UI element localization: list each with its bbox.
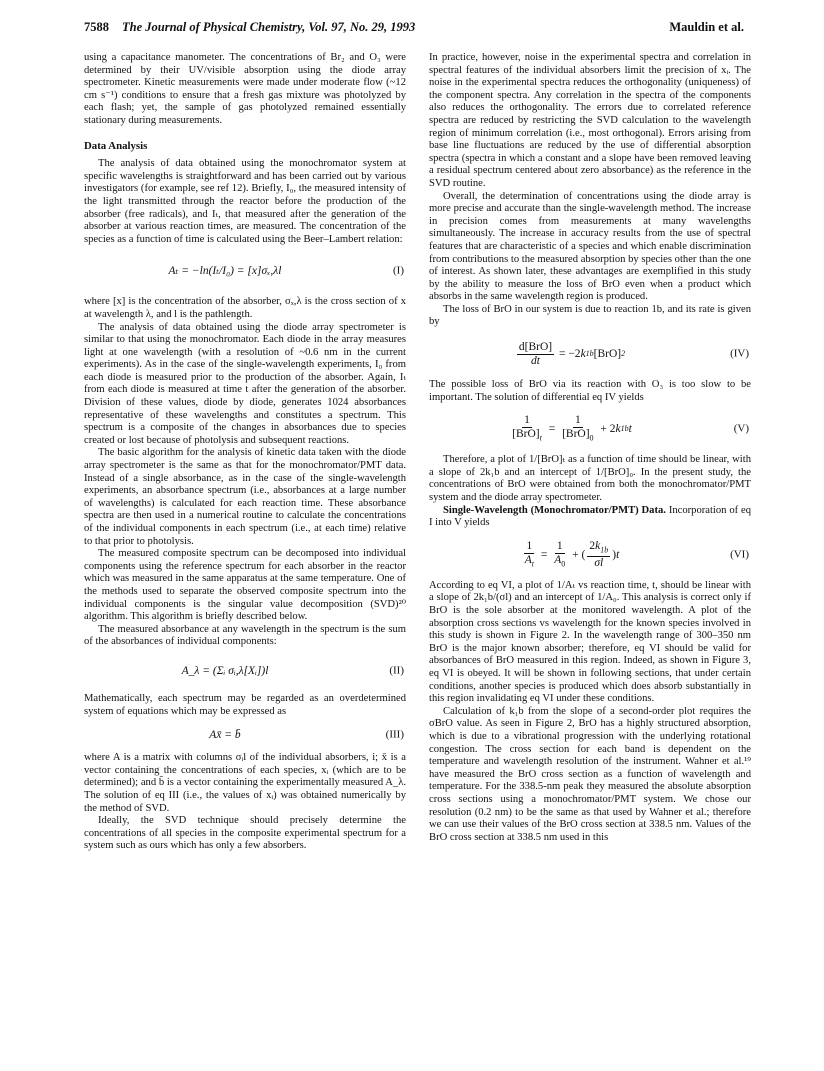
equation-1 xyxy=(84,251,406,291)
paragraph: Overall, the determination of concentrations using the diode array is more precise and accurate than the single-wavelength method. The increase in precision comes from measurements at many wavelengths simultaneously. The increase in accuracy results from the use of spectral features that are characteristic of a species and which enable discrimination from contributions to the measured absorption by species other than the one of interest. As shown later, these advantages are exemplified in this study by the ability to measure the loss of BrO even when a product which absorbs in the same wavelength region is produced. xyxy=(429,190,751,303)
page-header xyxy=(84,20,744,40)
equation-5 xyxy=(429,409,751,449)
journal-title: The Journal of Physical Chemistry, Vol. 97, No. 29, 1993 xyxy=(122,20,416,34)
paragraph: Mathematically, each spectrum may be regarded as an overdetermined system of equations which may be expressed as xyxy=(84,692,406,717)
paragraph: The basic algorithm for the analysis of kinetic data taken with the diode array spectrometer is the same as that for the monochromator/PMT data. Instead of a single absorbance, as in the case of the single-wavelength experiments, an absorbance spectrum (i.e., absorbances at a large number of wavelengths) is calculated for each reaction time. These absorbance spectra are then used in a numerical routine to calculate the concentrations of the individual components in each spectrum (i.e., at each time) relative to that prior to photolysis. xyxy=(84,447,406,547)
fraction: $\frac{1}{A_t}$ xyxy=(524,539,534,568)
equation-body: Aₜ = −ln(Iₜ/I₀) = [x]σₓ,λl xyxy=(168,265,282,278)
fraction: $\frac{1}{[BrO]_0}$ xyxy=(562,414,594,443)
equation-6 xyxy=(429,535,751,575)
equation-number: (I) xyxy=(393,265,404,278)
left-column xyxy=(84,52,406,853)
paragraph: The possible loss of BrO via its reaction with O₃ is too slow to be important. The solution of differential eq IV yields xyxy=(429,379,751,403)
paragraph: The measured absorbance at any wavelength in the spectrum is the sum of the absorbances of individual components: xyxy=(84,623,406,648)
right-column xyxy=(429,52,751,844)
equation-4 xyxy=(429,334,751,374)
equation-body: $\frac{1}{[BrO]_t}$ = $\frac{1}{[BrO]_0}$ + 2 k 1b t xyxy=(512,414,632,443)
paragraph: where [x] is the concentration of the absorber, σₓ,λ is the cross section of x at wavelength λ, and l is the pathlength. xyxy=(84,296,406,320)
section-heading-single-wavelength: Single-Wavelength (Monochromator/PMT) Data. xyxy=(443,504,666,516)
equation-number: (II) xyxy=(389,664,404,677)
fraction: $\frac{\text{d[BrO]}}{dt}$ xyxy=(518,340,553,367)
equation-body: $\frac{\text{d[BrO]}}{dt}$ = −2 k 1b [BrO] 2 xyxy=(518,340,626,367)
paragraph: using a capacitance manometer. The concentrations of Br₂ and O₃ were determined by their UV/visible absorption using the diode array spectrometer. Kinetic measurements were made under moderate flow (~12 cm s⁻¹) conditions to ensure that a fresh gas mixture was photolyzed by each flash; yet, the sample of gas photolyzed remained essentially stationary during measurements. xyxy=(84,52,406,126)
paragraph-text: Incorporation of eq I into V yields xyxy=(429,504,751,529)
section-heading-data-analysis: Data Analysis xyxy=(84,139,148,152)
equation-number: (IV) xyxy=(730,347,749,360)
paragraph: Calculation of k₁b from the slope of a second-order plot requires the σBrO value. As seen in Figure 2, BrO has a highly structured absorption, which is due to a vibrational progression with the underlying rotational congestion. The cross section for each band is dependent on the temperature and wavelength resolution of the instrument. Wahner et al.¹⁹ have measured the BrO cross section as a function of wavelength and temperature. For the 338.5-nm peak they measured the absolute absorption cross sections using a monochromator/PMT system. We chose our resolution (0.2 nm) to be the same as that used by Wahner et al.; therefore we can use their values of the BrO cross section at 338.5 nm. Values of the BrO cross section at 338.5 nm used in this xyxy=(429,705,751,843)
page-number: 7588 xyxy=(84,20,109,34)
equation-number: (VI) xyxy=(730,548,749,561)
equation-body: A_λ = (Σᵢ σᵢ,λ[Xᵢ])l xyxy=(181,664,269,677)
paragraph: where A is a matrix with columns σᵢl of the individual absorbers, i; x̄ is a vector containing the concentrations of each species, xᵢ (which are to be determined); and b̄ is a vector containing the experimentally measured A_λ. The solution of eq III (i.e., the values of xᵢ) was obtained numerically by the method of SVD. xyxy=(84,752,406,814)
equation-number: (III) xyxy=(385,728,404,741)
paragraph: The measured composite spectrum can be decomposed into individual components using the reference spectrum for each absorber in the reactor which was measured in the same apparatus at the same temperature. One of the methods used to separate the observed composite spectrum into the individual components is the singular value decomposition (SVD)²⁰ algorithm. This algorithm is briefly described below. xyxy=(84,548,406,623)
fraction: $\frac{2k_{1b}}{\sigma l}$ xyxy=(589,539,609,569)
fraction: $\frac{1}{[BrO]_t}$ xyxy=(512,414,542,443)
paragraph: Therefore, a plot of 1/[BrO]ₜ as a function of time should be linear, with a slope of 2k₁b and an intercept of 1/[BrO]₀. In the present study, the concentrations of BrO were obtained from both the monochromator/PMT system and the diode array spectrometer. xyxy=(429,454,751,504)
paragraph: In practice, however, noise in the experimental spectra and correlation in spectral features of the individual absorbers limit the precision of xᵢ. The noise in the experimental spectra reduces the orthogonality (uniqueness) of the component spectra. Any correlation in the spectra of the components also reduces the orthogonality. The errors due to correlated reference spectra are reduced by restricting the SVD calculation to the wavelength region of minimum correlation (i.e., most orthogonal). Errors arising from base line fluctuations are reduced by the use of differential absorption spectra (spectra in which a constant and a slope have been removed leaving a residual spectrum centered about zero absorbance) as the reference in the SVD routine. xyxy=(429,52,751,189)
paragraph: The analysis of data obtained using the diode array spectrometer is similar to that using the monochromator. Each diode in the array measures light at one wavelength (with a resolution of ~0.6 nm in the current experiments). As in the case of the single-wavelength experiments, I₀ from each diode is measured prior to the production of the absorber. Again, Iₜ from each diode is measured at time t after the generation of the absorber. Division of these values, diode by diode, generates 1024 absorbances representative of these wavelengths and constitutes a spectrum. This spectrum is a composite of the changes in absorbances due to species created or lost because of photolysis and subsequent reactions. xyxy=(84,321,406,446)
paragraph: According to eq VI, a plot of 1/Aₜ vs reaction time, t, should be linear with a slope of 2k₁b/(σl) and an intercept of 1/A₀. This analysis is correct only if BrO is the sole absorber at the monitored wavelength. A plot of the absorption cross sections vs wavelength for the known species involved in this study is shown in Figure 2. In the wavelength range of 300–350 nm BrO is the major known absorber; therefore, eq VI should be valid for absorbances of BrO measured in this region. Indeed, as shown in Figure 3, eq VI is obeyed. It will be shown in following sections, that under certain conditions, another species is produced which does absorb substantially in this region invalidating eq VI under these conditions. xyxy=(429,579,751,705)
equation-body: Ax̄ = b̄ xyxy=(209,728,241,741)
equation-2 xyxy=(84,654,406,688)
paragraph: The analysis of data obtained using the monochromator system at specific wavelengths is straightforward and has been carried out by various investigators (for example, see ref 12). Briefly, I₀, the measured intensity of the light transmitted through the reactor before the production of the absorber (free radicals), and Iₜ, that measured after the generation of the absorber at various reaction times, are measured. The concentration of the species as a function of time is calculated using the Beer–Lambert relation: xyxy=(84,158,406,245)
equation-body: $\frac{1}{A_t}$ = $\frac{1}{A_0}$ + ( $\frac{2k_{1b}}{\sigma l}$ ) t xyxy=(524,539,620,569)
fraction: $\frac{1}{A_0}$ xyxy=(554,539,566,568)
running-authors: Mauldin et al. xyxy=(669,20,744,34)
paragraph xyxy=(429,505,751,530)
paragraph: Ideally, the SVD technique should precisely determine the concentrations of all species in the composite experimental spectrum for a system such as ours which has only a few absorbers. xyxy=(84,815,406,852)
paragraph: The loss of BrO in our system is due to reaction 1b, and its rate is given by xyxy=(429,303,751,328)
equation-number: (V) xyxy=(733,422,749,435)
equation-3 xyxy=(84,723,406,747)
